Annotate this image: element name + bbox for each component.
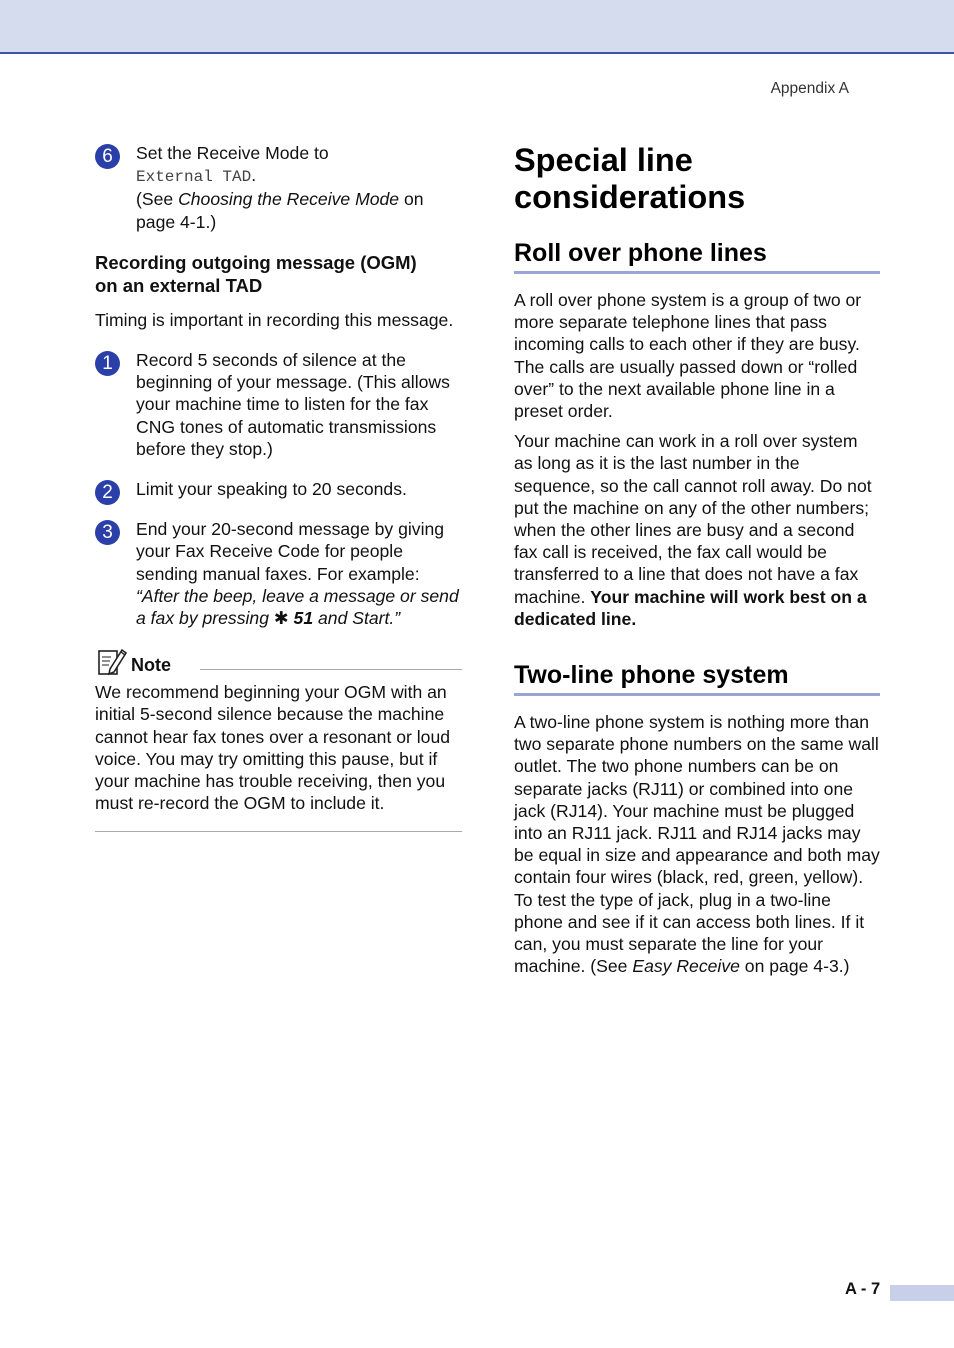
- example-message: “After the beep, leave a message or send a fax by pressing ✱ 51 and Start.”: [136, 585, 459, 629]
- receive-mode-value: External TAD: [136, 168, 252, 187]
- twoline-paragraph: A two-line phone system is nothing more than two separate phone numbers on the same wall outlet. The two phone numbers can be on separate jacks (RJ11) or combined into one jack (RJ14). Your machine must be plugged into an RJ11 jack. RJ11 and RJ14 jacks may be equal in size and appearance and both may contain four wires (black, red, green, yellow). To test the type of jack, plug in a two-line phone and see if it can access both lines. If it can, you must separate the line for your machine. (See Easy Receive on page 4-3.): [514, 712, 880, 977]
- step-6-text: Set the Receive Mode to External TAD. (See Choosing the Receive Mode on page 4-1.): [136, 143, 424, 232]
- header-band: [0, 0, 954, 54]
- step-3-text: End your 20-second message by giving your Fax Receive Code for people sending manual faxes. For example: “After the beep, leave a message or send a fax by pressing ✱ 51 and Start.”: [136, 519, 459, 629]
- step-1: [95, 349, 462, 460]
- step-number-badge: 3: [95, 520, 120, 545]
- note-pencil-icon: [97, 647, 127, 677]
- star-key-icon: ✱: [273, 608, 289, 629]
- ogm-heading: Recording outgoing message (OGM) on an external TAD: [95, 251, 417, 296]
- rollover-paragraph-1: A roll over phone system is a group of two or more separate telephone lines that pass incoming calls to each other if they are busy. The calls are usually passed down or “rolled over” to the next available phone line in a preset order.: [514, 290, 862, 422]
- page-number: A - 7: [845, 1280, 881, 1298]
- note-bottom-rule: [95, 831, 462, 832]
- note-divider: [200, 669, 462, 670]
- step-number-badge: 6: [95, 144, 120, 169]
- note-label: Note: [131, 655, 171, 676]
- left-column: [95, 142, 462, 832]
- page-title: Special line considerations: [514, 142, 746, 215]
- rollover-heading: Roll over phone lines: [514, 238, 880, 274]
- step-6: [95, 142, 462, 233]
- right-column: [514, 142, 880, 985]
- ogm-intro: Timing is important in recording this message.: [95, 309, 454, 330]
- rollover-emphasis: Your machine will work best on a dedicated line.: [514, 586, 867, 629]
- cross-reference: Choosing the Receive Mode: [178, 189, 400, 210]
- step-3: [95, 518, 462, 629]
- page-tab-marker: [890, 1285, 954, 1301]
- note-text: We recommend beginning your OGM with an initial 5-second silence because the machine cannot hear fax tones over a resonant or loud voice. You may try omitting this pause, but if your machine has trouble receiving, then you must re-record the OGM to include it.: [95, 682, 451, 814]
- step-2-text: Limit your speaking to 20 seconds.: [136, 479, 407, 500]
- running-head: Appendix A: [770, 80, 849, 97]
- cross-reference: Easy Receive: [632, 956, 740, 977]
- step-2: [95, 478, 462, 504]
- step-number-badge: 1: [95, 351, 120, 376]
- step-1-text: Record 5 seconds of silence at the beginning of your message. (This allows your machine time to listen for the fax CNG tones of automatic transmissions before they stop.): [136, 350, 450, 459]
- note-header: [95, 647, 462, 681]
- step-number-badge: 2: [95, 480, 120, 505]
- rollover-paragraph-2: Your machine can work in a roll over system as long as it is the last number in the sequence, so the call cannot roll away. Do not put the machine on any of the other numbers; when the other lines are busy and a second fax call is received, the fax call would be transferred to a line that does not have a fax machine. Your machine will work best on a dedicated line.: [514, 431, 872, 629]
- twoline-heading: Two-line phone system: [514, 660, 880, 696]
